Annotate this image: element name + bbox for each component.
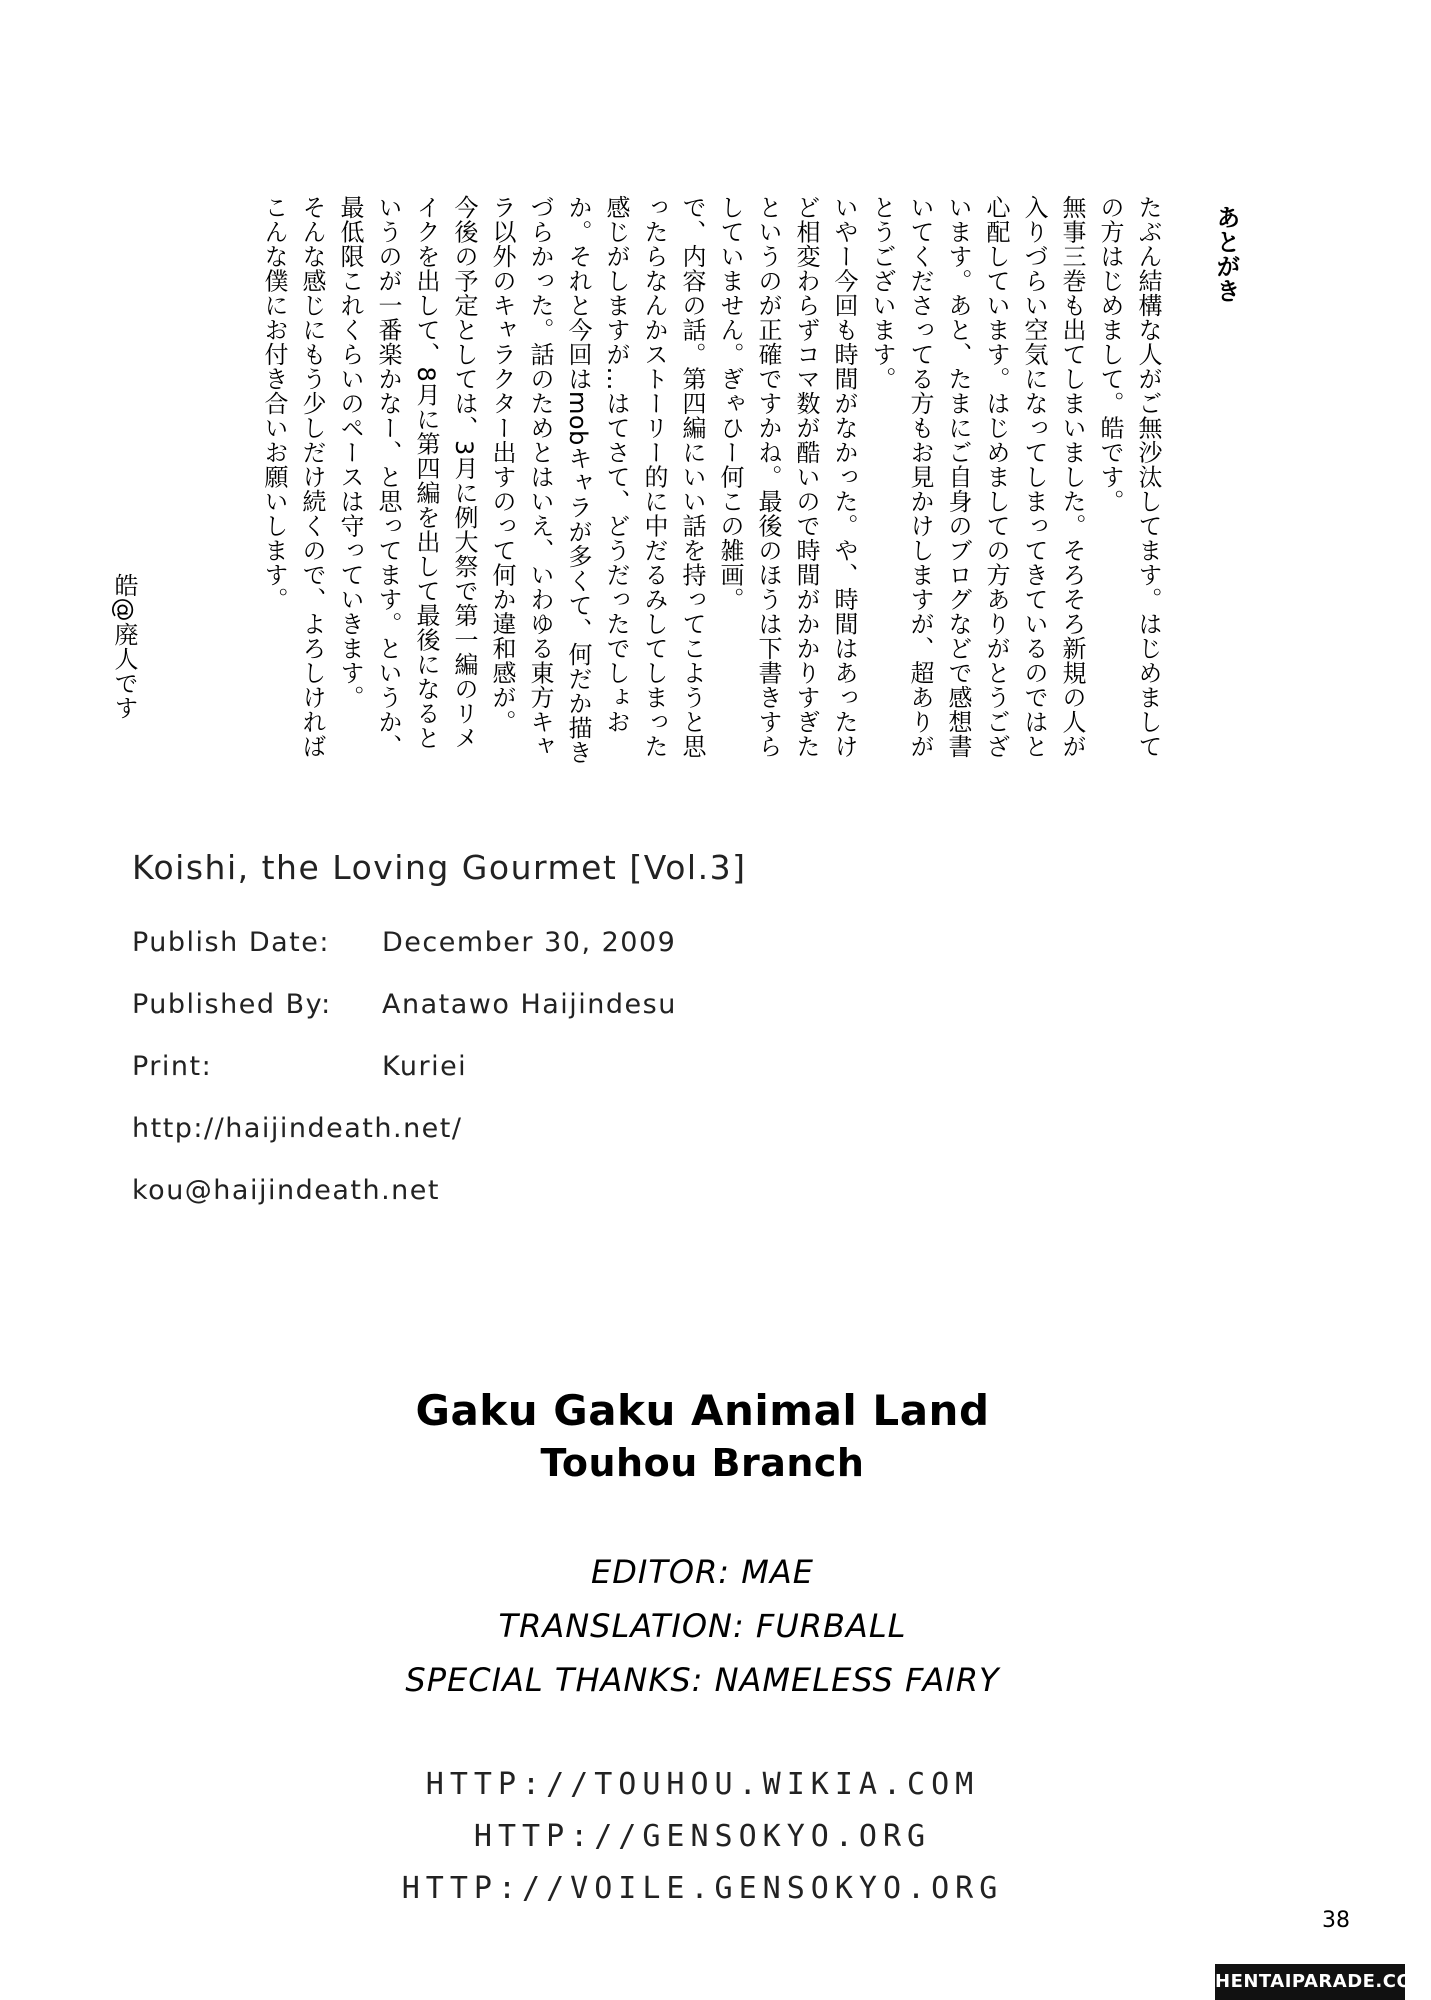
group-name: Gaku Gaku Animal Land (415, 1386, 990, 1435)
afterword-paragraph-2: 無事三巻も出てしまいました。そろそろ新規の人が入りづらい空気になってしまってきているのではと心配しています。はじめましての方ありがとうございます。あと、たまにご自身のブログなどで感想書いてくださってる方もお見かけしますが、超ありがとうございます。 (868, 195, 1086, 759)
published-by-label: Published By: (132, 989, 332, 1020)
published-by-value: Anatawo Haijindesu (382, 989, 677, 1020)
afterword-paragraph-4: で、内容の話。第四編にいい話を持ってこようと思ったらなんかストーリー的に中だるみしてしまった感じがしますが…はてさて、どうだったでしょおか。それと今回はmobキャラが多くて、何だか描きづらかった。話のためとはいえ、いわゆる東方キャラ以外のキャラクター出すのって何か違和感が。 (488, 195, 706, 765)
url-voile-gensokyo: HTTP://VOILE.GENSOKYO.ORG (401, 1871, 1004, 1906)
colophon (132, 848, 746, 1237)
publish-date-value: December 30, 2009 (382, 927, 677, 958)
url-list (0, 1759, 1405, 1915)
staff-list (0, 1545, 1405, 1707)
credits-section (0, 1385, 1405, 1915)
afterword-paragraph-5: 今後の予定としては、3月に例大祭で第一編のリメイクを出して、8月に第四編を出して最後になるというのが一番楽かなー、と思ってます。というか、最低限これくらいのペースは守っていきます。 (336, 195, 478, 759)
print-label: Print: (132, 1051, 213, 1082)
afterword-title: あとがき (1212, 205, 1240, 303)
afterword-section (255, 195, 1245, 765)
email-address: kou@haijindeath.net (132, 1175, 440, 1206)
afterword-paragraph-3: いやー今回も時間がなかった。や、時間はあったけど相変わらずコマ数が酷いので時間がかかりすぎたというのが正確ですかね。最後のほうは下書きすらしていません。ぎゃひー何この雑画。 (716, 195, 858, 759)
afterword-signature: 皓@廃人です (110, 573, 138, 720)
print-value: Kuriei (382, 1051, 468, 1082)
editor-credit: EDITOR: MAE (591, 1553, 814, 1591)
watermark-logo: HENTAIPARADE.COM (1215, 1964, 1405, 2000)
translation-credit: TRANSLATION: FURBALL (498, 1607, 907, 1645)
afterword-paragraph-1: たぶん結構な人がご無沙汰してます。はじめましての方はじめまして。皓です。 (1096, 195, 1162, 759)
website-link: http://haijindeath.net/ (132, 1113, 463, 1144)
print-row (132, 1051, 746, 1113)
page-number: 38 (1322, 1908, 1350, 1933)
afterword-paragraph-6: そんな感じにもう少しだけ続くので、よろしければこんな僕にお付き合いお願いします。 (260, 195, 326, 759)
published-by-row (132, 989, 746, 1051)
publish-date-label: Publish Date: (132, 927, 330, 958)
group-branch: Touhou Branch (540, 1441, 865, 1485)
url-gensokyo: HTTP://GENSOKYO.ORG (473, 1819, 932, 1854)
url-touhou-wikia: HTTP://TOUHOU.WIKIA.COM (425, 1767, 980, 1802)
publish-date-row (132, 927, 746, 989)
special-thanks-credit: SPECIAL THANKS: NAMELESS FAIRY (405, 1661, 1000, 1699)
book-title: Koishi, the Loving Gourmet [Vol.3] (132, 848, 747, 887)
